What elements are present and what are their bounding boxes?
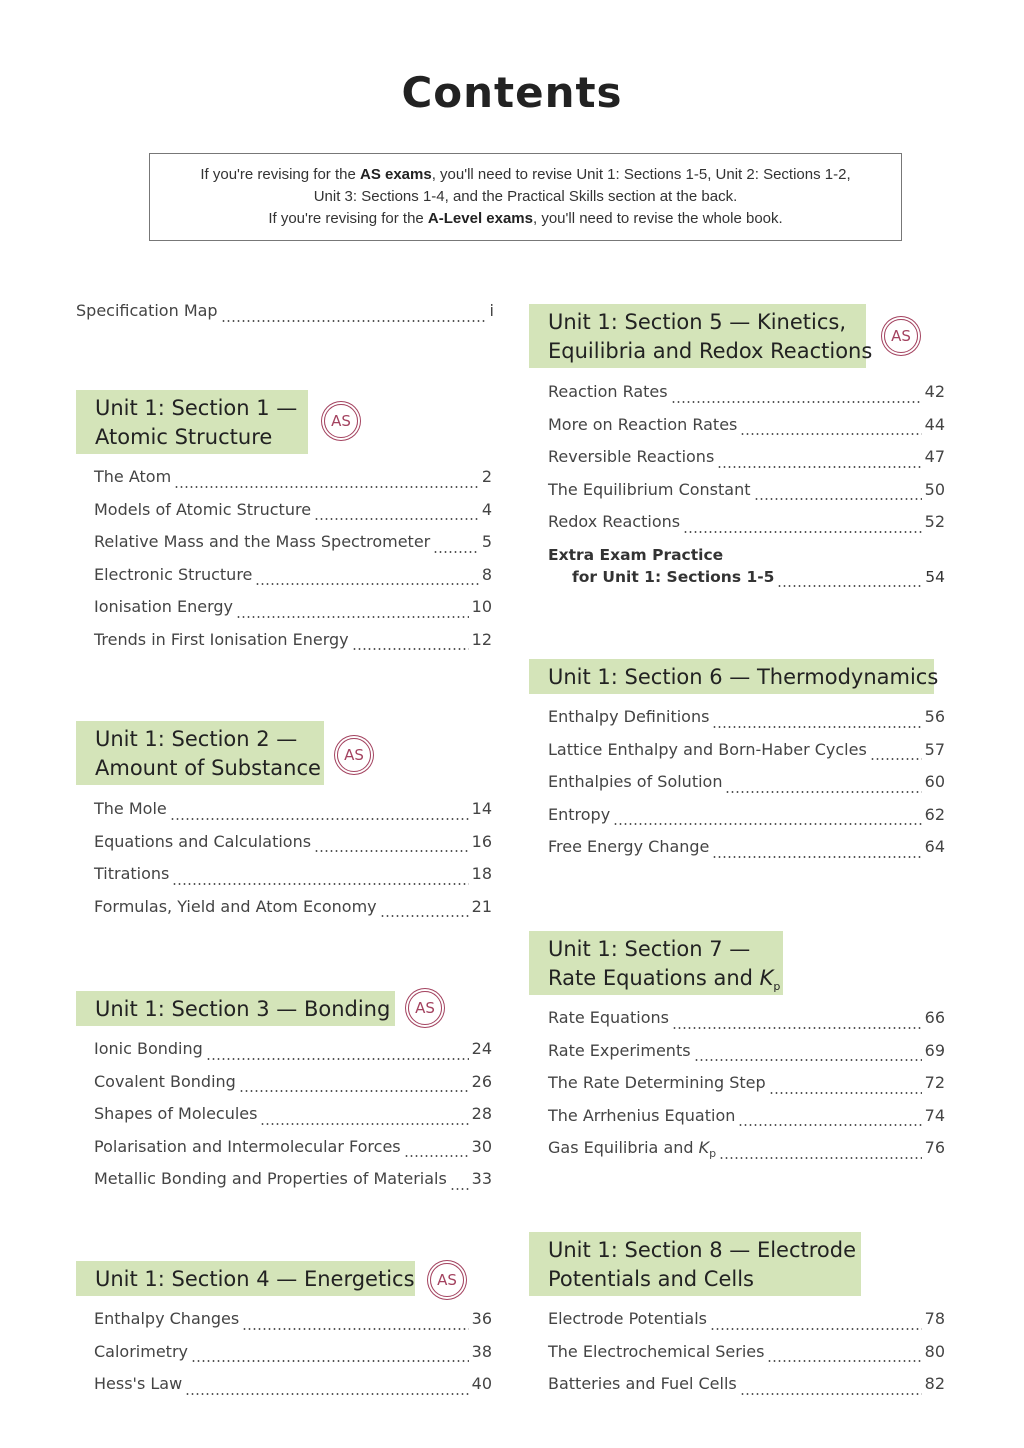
dot-leader: [404, 1154, 469, 1158]
entry-page: 82: [924, 1374, 945, 1393]
as-badge-icon: AS: [324, 404, 358, 438]
toc-entry[interactable]: [94, 564, 492, 597]
section-header-line2: Rate Equations and: [548, 966, 760, 990]
toc-entry[interactable]: [94, 499, 492, 532]
entry-label: Models of Atomic Structure: [94, 499, 312, 519]
entry-label: Ionic Bonding: [94, 1039, 203, 1058]
toc-entry[interactable]: [94, 1071, 492, 1104]
dot-leader: [314, 517, 479, 521]
entry-label: The Atom: [94, 467, 172, 486]
entry-label: Gas Equilibria and $K_p$: [548, 1138, 717, 1161]
section-header: [76, 390, 308, 454]
toc-entry[interactable]: [548, 1072, 945, 1105]
entry-label: Relative Mass and the Mass Spectrometer: [94, 532, 431, 551]
section-header: [529, 931, 783, 995]
entry-label: Reversible Reactions: [548, 447, 715, 466]
dot-leader: [672, 1026, 922, 1030]
section-header-line1: Unit 1: Section 8 — Electrode: [548, 1238, 857, 1262]
entry-page: 74: [924, 1105, 945, 1125]
page-title: Contents: [401, 68, 623, 117]
dot-leader: [185, 1392, 468, 1396]
toc-entry[interactable]: [94, 466, 492, 499]
dot-leader: [725, 790, 921, 794]
entry-page: 30: [471, 1136, 492, 1156]
toc-entry-specification-map[interactable]: [76, 300, 494, 333]
toc-entry[interactable]: [548, 706, 945, 739]
toc-entry[interactable]: [94, 1168, 492, 1201]
toc-entry[interactable]: [548, 1373, 945, 1406]
dot-leader: [683, 530, 922, 534]
entry-page: 28: [471, 1104, 492, 1123]
entry-label: The Equilibrium Constant: [548, 479, 751, 499]
entry-label: Redox Reactions: [548, 512, 681, 531]
entry-label: Specification Map: [76, 301, 218, 320]
dot-leader: [767, 1359, 921, 1363]
entry-page: 5: [481, 532, 492, 551]
dot-leader: [206, 1057, 469, 1061]
toc-entry[interactable]: [548, 1105, 945, 1138]
section-header: [76, 721, 324, 785]
as-badge-icon: AS: [337, 738, 371, 772]
dot-leader: [738, 1123, 921, 1127]
entry-page: 21: [471, 896, 492, 916]
dot-leader: [754, 497, 922, 501]
entry-page: 4: [481, 499, 492, 519]
toc-entry[interactable]: [94, 896, 492, 929]
toc-entry[interactable]: [548, 1341, 945, 1374]
dot-leader: [314, 849, 469, 853]
entry-label: The Rate Determining Step: [548, 1073, 766, 1092]
entry-page: 44: [924, 414, 945, 434]
entry-label: Ionisation Energy: [94, 597, 233, 616]
entry-label: Lattice Enthalpy and Born-Haber Cycles: [548, 739, 867, 759]
entry-page: 54: [925, 567, 945, 586]
entry-italic: K: [698, 1138, 710, 1157]
toc-entry[interactable]: [548, 414, 945, 447]
dot-leader: [170, 817, 469, 821]
section-header-subscript: p: [773, 980, 781, 994]
toc-entry[interactable]: [94, 1038, 492, 1071]
dot-leader: [221, 319, 487, 323]
entry-label: Enthalpy Changes: [94, 1309, 240, 1328]
dot-leader: [740, 432, 921, 436]
entry-page: 24: [471, 1039, 492, 1058]
dot-leader: [712, 855, 921, 859]
section-header-line2: Amount of Substance: [95, 756, 321, 780]
as-badge-icon: AS: [884, 319, 918, 353]
toc-entry[interactable]: [548, 1040, 945, 1073]
entry-page: 26: [471, 1071, 492, 1091]
entry-label: Enthalpy Definitions: [548, 707, 710, 726]
toc-entry[interactable]: [94, 1308, 492, 1341]
entry-page: 60: [924, 772, 945, 791]
entry-page: 38: [471, 1341, 492, 1361]
section-header: [76, 1261, 415, 1296]
notice-bold: A-Level exams: [427, 210, 533, 227]
entry-page: 40: [471, 1374, 492, 1393]
entry-page: 62: [924, 804, 945, 824]
notice-text: If you're revising for the: [200, 166, 360, 183]
entry-page: 66: [924, 1008, 945, 1027]
entry-label: Electrode Potentials: [548, 1309, 707, 1328]
entry-page: 2: [481, 467, 492, 486]
entry-label: Metallic Bonding and Properties of Materials: [94, 1169, 447, 1188]
dot-leader: [740, 1392, 922, 1396]
section-header: [529, 659, 939, 694]
as-badge-icon: AS: [408, 991, 442, 1025]
toc-entry[interactable]: [548, 1137, 945, 1170]
entry-label: The Electrochemical Series: [548, 1341, 765, 1361]
entry-list: [94, 466, 492, 661]
entry-label: Hess's Law: [94, 1374, 183, 1393]
entry-page: 16: [471, 831, 492, 851]
entry-page: 14: [471, 799, 492, 818]
toc-entry[interactable]: [94, 1373, 492, 1406]
entry-label: Enthalpies of Solution: [548, 772, 723, 791]
toc-entry[interactable]: [94, 1103, 492, 1136]
entry-list: [548, 1308, 945, 1406]
revision-notice: [149, 153, 902, 241]
section-header-line2: Atomic Structure: [95, 425, 273, 449]
section-header-line1: Unit 1: Section 6 — Thermodynamics: [548, 665, 939, 689]
entry-page: 12: [471, 629, 492, 649]
entry-label: Rate Equations: [548, 1008, 669, 1027]
entry-label: Rate Experiments: [548, 1040, 691, 1060]
entry-page: 80: [924, 1341, 945, 1361]
dot-leader: [380, 914, 469, 918]
entry-page: 36: [471, 1309, 492, 1328]
entry-list: [548, 706, 945, 869]
entry-page: 72: [924, 1073, 945, 1092]
entry-label: The Mole: [94, 799, 167, 818]
dot-leader: [717, 465, 921, 469]
dot-leader: [191, 1359, 469, 1363]
entry-page: 42: [924, 382, 945, 401]
dot-leader: [719, 1156, 922, 1160]
dot-leader: [450, 1187, 469, 1191]
section-header: [529, 304, 873, 368]
toc-entry[interactable]: [94, 1136, 492, 1169]
notice-text: , you'll need to revise Unit 1: Sections 1-5, Unit 2: Sections 1-2,: [431, 166, 851, 183]
entry-label: Calorimetry: [94, 1341, 188, 1361]
dot-leader: [769, 1091, 922, 1095]
toc-entry[interactable]: [94, 831, 492, 864]
toc-entry[interactable]: [94, 798, 492, 831]
entry-list: [94, 1038, 492, 1201]
dot-leader: [613, 822, 921, 826]
dot-leader: [777, 584, 922, 588]
entry-page: 69: [924, 1040, 945, 1060]
entry-label: Electronic Structure: [94, 564, 253, 584]
section-header-line1: Unit 1: Section 4 — Energetics: [95, 1267, 415, 1291]
dot-leader: [710, 1327, 922, 1331]
entry-label: Batteries and Fuel Cells: [548, 1374, 737, 1393]
extra-practice-title: Extra Exam Practice: [548, 545, 724, 564]
dot-leader: [174, 485, 479, 489]
toc-entry[interactable]: [548, 804, 945, 837]
section-header-line2: Equilibria and Redox Reactions: [548, 339, 873, 363]
entry-page: 18: [471, 864, 492, 883]
section-header: [529, 1232, 861, 1296]
entry-page: 8: [481, 564, 492, 584]
entry-list: [94, 798, 492, 928]
section-header-line1: Unit 1: Section 7 —: [548, 937, 751, 961]
dot-leader: [352, 647, 469, 651]
entry-label: Reaction Rates: [548, 382, 668, 401]
section-header-line1: Unit 1: Section 1 —: [95, 396, 298, 420]
entry-page: 64: [924, 837, 945, 856]
notice-text: Unit 3: Sections 1-4, and the Practical Skills section at the back.: [313, 188, 738, 205]
entry-label: Trends in First Ionisation Energy: [94, 629, 349, 649]
toc-entry[interactable]: [548, 446, 945, 479]
entry-label: Polarisation and Intermolecular Forces: [94, 1136, 401, 1156]
entry-page: 78: [924, 1309, 945, 1328]
entry-label: Entropy: [548, 804, 611, 824]
entry-list: [94, 1308, 492, 1406]
entry-label: Covalent Bonding: [94, 1071, 236, 1091]
entry-page: 50: [924, 479, 945, 499]
section-header-line2: Potentials and Cells: [548, 1267, 754, 1291]
toc-entry[interactable]: [94, 596, 492, 629]
toc-entry[interactable]: [94, 531, 492, 564]
toc-entry[interactable]: [94, 629, 492, 662]
entry-label: Free Energy Change: [548, 837, 710, 856]
entry-page: 33: [471, 1169, 492, 1188]
dot-leader: [433, 550, 479, 554]
section-header-line1: Unit 1: Section 3 — Bonding: [95, 997, 391, 1021]
section-header-line1: Unit 1: Section 2 —: [95, 727, 298, 751]
notice-text: , you'll need to revise the whole book.: [532, 210, 783, 227]
entry-subscript: p: [709, 1147, 717, 1161]
notice-text: If you're revising for the: [268, 210, 428, 227]
toc-entry[interactable]: [548, 836, 945, 869]
entry-page: 52: [924, 512, 945, 531]
entry-page: 47: [924, 447, 945, 466]
entry-label: for Unit 1: Sections 1-5: [572, 567, 775, 586]
dot-leader: [239, 1089, 469, 1093]
entry-page: 10: [471, 597, 492, 616]
section-header: [76, 991, 395, 1026]
toc-entry[interactable]: [94, 863, 492, 896]
dot-leader: [712, 725, 921, 729]
toc-entry[interactable]: [548, 511, 945, 544]
dot-leader: [870, 757, 922, 761]
entry-page: i: [489, 301, 494, 320]
section-header-line1: Unit 1: Section 5 — Kinetics,: [548, 310, 847, 334]
entry-page: 76: [924, 1138, 945, 1157]
toc-entry[interactable]: [548, 1007, 945, 1040]
toc-entry[interactable]: [548, 381, 945, 414]
entry-label: Equations and Calculations: [94, 831, 312, 851]
dot-leader: [242, 1327, 468, 1331]
entry-list: [548, 1007, 945, 1170]
dot-leader: [255, 582, 478, 586]
dot-leader: [260, 1122, 468, 1126]
entry-label: Shapes of Molecules: [94, 1104, 258, 1123]
as-badge-icon: AS: [430, 1263, 464, 1297]
notice-bold: AS exams: [359, 166, 432, 183]
entry-label: More on Reaction Rates: [548, 414, 738, 434]
dot-leader: [671, 400, 922, 404]
entry-page: 56: [924, 707, 945, 726]
toc-entry[interactable]: [94, 1341, 492, 1374]
entry-page: 57: [924, 739, 945, 759]
entry-label: Formulas, Yield and Atom Economy: [94, 896, 377, 916]
entry-label: Titrations: [94, 864, 170, 883]
dot-leader: [694, 1058, 922, 1062]
toc-entry[interactable]: [548, 771, 945, 804]
dot-leader: [172, 882, 468, 886]
toc-entry[interactable]: [548, 739, 945, 772]
dot-leader: [236, 615, 469, 619]
toc-entry-extra-practice[interactable]: [548, 566, 945, 599]
entry-list: [548, 381, 945, 598]
section-header-italic: K: [759, 966, 774, 990]
entry-label: The Arrhenius Equation: [548, 1105, 736, 1125]
toc-entry[interactable]: [548, 1308, 945, 1341]
toc-entry[interactable]: [548, 479, 945, 512]
